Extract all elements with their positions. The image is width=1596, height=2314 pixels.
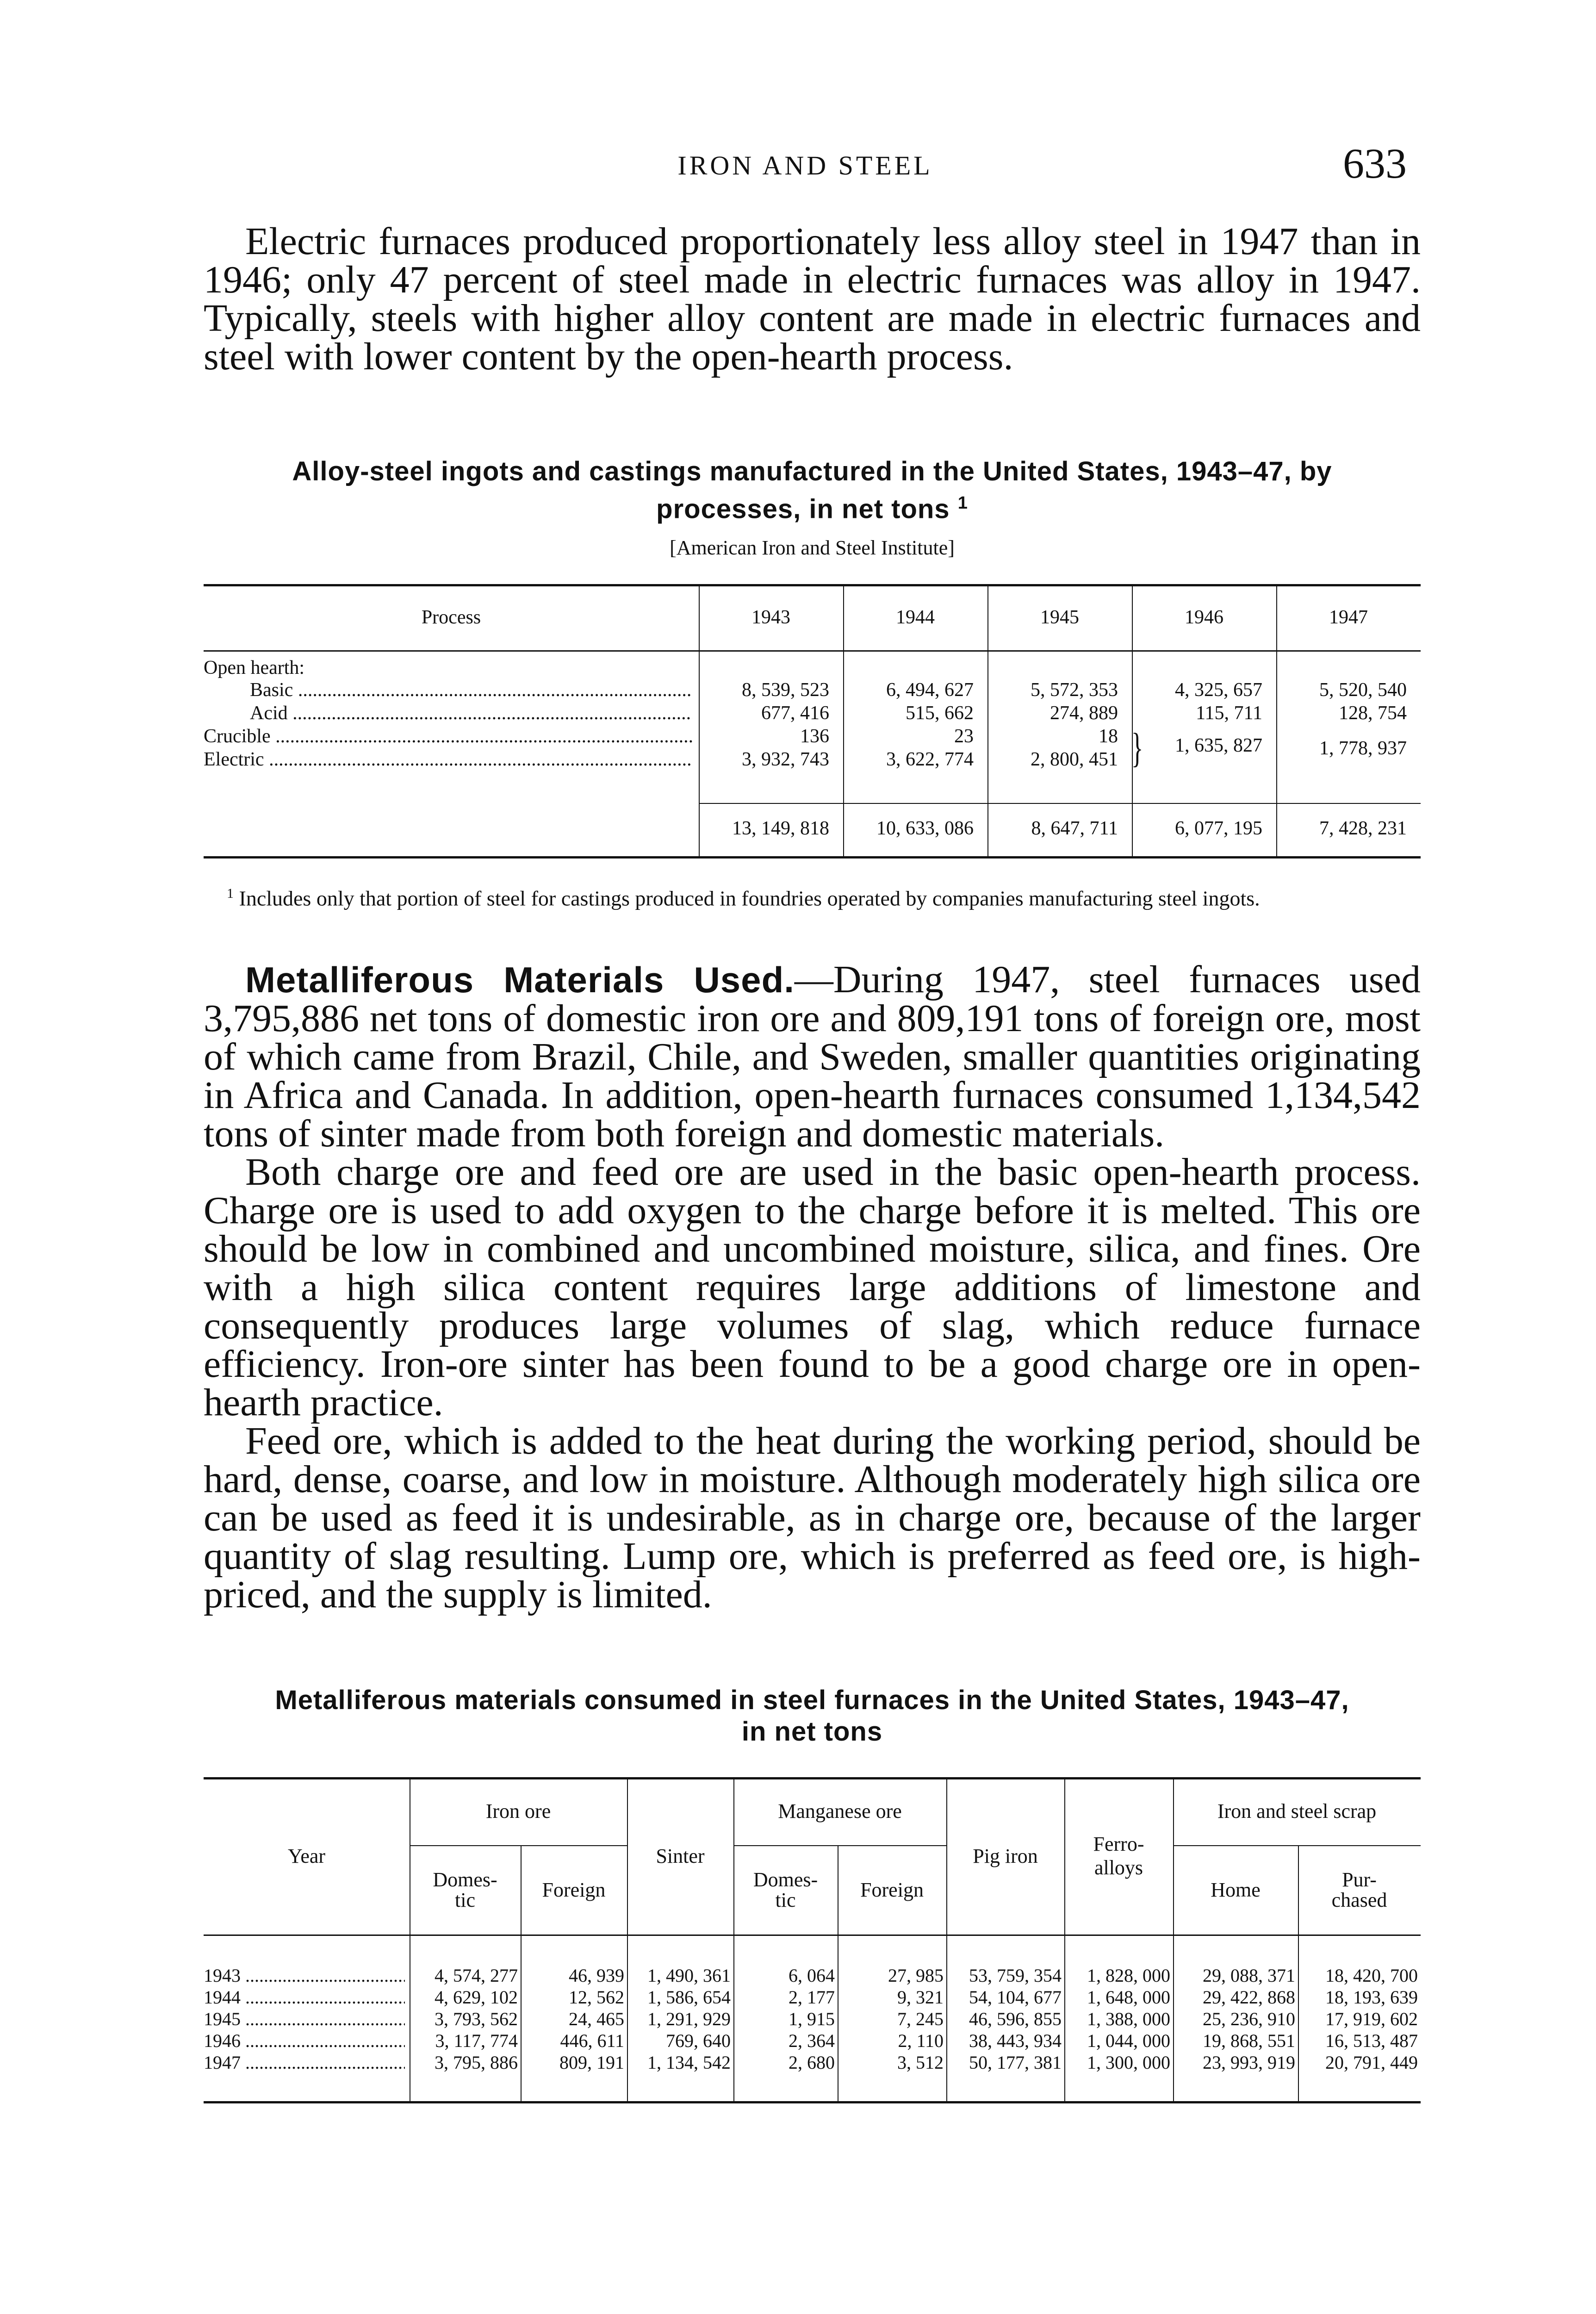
row-label-crucible: Crucible ..... [204,725,692,747]
table1-title-footnote-mark: 1 [957,493,968,513]
table2-cell: 18, 420, 700 [1325,1965,1418,1986]
table2-cell: 38, 443, 934 [969,2030,1062,2051]
table2-cell: 7, 245 [897,2009,944,2029]
table2-cell: 6, 064 [789,1965,835,1986]
table1-row-label [204,679,699,702]
table1-total: 8, 647, 711 [1031,817,1118,839]
table1-cell: 3, 932, 743 [742,749,829,770]
table2-cell: 1, 134, 542 [647,2052,731,2073]
table2-header-year: Year [287,1844,326,1867]
table1-cell: 4, 325, 657 [1175,679,1262,701]
combined-1946-value: 1, 635, 827 [1175,735,1262,756]
table-row [204,725,1421,748]
table2-header-iron-foreign: Foreign [542,1879,606,1901]
table1-title-line1: Alloy-steel ingots and castings manufactured in the United States, 1943–47, by [292,456,1332,486]
table-row [204,2008,1421,2030]
table1-cell: 515, 662 [906,703,974,724]
table1-totals-row [204,802,1421,855]
table1-header-year: 1943 [751,606,790,628]
intro-paragraph: Electric furnaces produced proportionately less alloy steel in 1947 than in 1946; only 47 percent of steel made in electric furnaces was alloy in 1947. Typically, steels with higher alloy content are made in electric furnaces and steel with lower content by the open-hearth process. [204,220,1421,378]
alloy-steel-table [204,584,1421,855]
table1-row-label [204,702,699,725]
table2-cell: 50, 177, 381 [969,2052,1062,2073]
table2-cell: 1, 388, 000 [1087,2009,1171,2029]
table1-source: [American Iron and Steel Institute] [670,536,955,559]
table1-total: 13, 149, 818 [732,817,829,839]
table1-totals-label [204,802,699,855]
table1-cell: 5, 572, 353 [1031,679,1118,701]
table1-cell: 18 [1099,726,1118,747]
brace: } [1131,725,1143,771]
table2-header-mn-foreign: Foreign [860,1879,924,1901]
intro-text [204,222,1421,376]
table1-cell-empty [1132,650,1276,679]
table2-cell: 46, 596, 855 [969,2009,1062,2029]
table2-cell: 54, 104, 677 [969,1987,1062,2008]
row-year-1945: 1945 ..... [204,2008,405,2030]
table1-cell: 5, 520, 540 [1319,679,1407,701]
table-row [204,650,1421,679]
table1-header-year: 1947 [1329,606,1368,628]
running-head [204,139,1407,190]
table1-cell: 6, 494, 627 [886,679,974,701]
table2-cell: 24, 465 [569,2009,624,2029]
section-paragraph-2: Both charge ore and feed ore are used in the basic open-hearth process. Charge ore is used to add oxygen to the charge before it is melted. This ore should be low in combined and uncombined moisture, silica, and fines. Ore with a high silica content requires large additions of limestone and consequently produces large volumes of slag, which reduce furnace efficiency. Iron-ore sinter has been found to be a good charge ore in open-hearth practice. [204,1151,1421,1424]
table-row-spacer [204,1935,1421,1965]
row-year-1947: 1947 ..... [204,2052,405,2073]
table1-row-label [204,725,699,748]
table2-cell: 46, 939 [569,1965,624,1986]
table1-cell-combined-1946 [1132,725,1276,771]
row-label-electric: Electric ..... [204,748,692,771]
table2-title [204,1685,1421,1748]
table2-year-cell [204,2052,410,2073]
table1-cell: 136 [800,726,829,747]
table-row [204,2030,1421,2052]
table2-header-sinter: Sinter [656,1844,705,1867]
table-row [204,1986,1421,2008]
row-year-1946: 1946 ..... [204,2030,405,2052]
footnote-mark: 1 [227,886,234,901]
table2-cell: 2, 680 [789,2052,835,2073]
table2-cell: 1, 648, 000 [1087,1987,1171,2008]
table2-cell: 2, 110 [898,2030,944,2051]
table1-title [204,456,1421,525]
metalliferous-materials-table [204,1777,1421,2073]
table2-cell: 23, 993, 919 [1203,2052,1296,2073]
table1-cell: 2, 800, 451 [1031,749,1118,770]
table1-header-year: 1946 [1185,606,1223,628]
table1-cell: 677, 416 [761,703,829,724]
table2-cell: 2, 364 [789,2030,835,2051]
table2-cell: 1, 828, 000 [1087,1965,1171,1986]
table1-title-line2-text: processes, in net tons [656,494,950,524]
table2-cell: 4, 629, 102 [435,1987,518,2008]
table2-header-scrap: Iron and steel scrap [1217,1800,1377,1823]
table2-cell: 1, 044, 000 [1087,2030,1171,2051]
table1-bottom-rule [204,856,1421,858]
table1-header-row [204,584,1421,650]
footnote-text: Includes only that portion of steel for castings produced in foundries operated by companies manufacturing steel ingots. [239,886,1260,910]
table2-cell: 27, 985 [888,1965,944,1986]
table1-row-label [204,748,699,771]
row-year-1943: 1943 ..... [204,1965,405,1986]
table2-cell: 17, 919, 602 [1325,2009,1418,2029]
running-title: IRON AND STEEL [677,150,933,180]
table2-cell: 2, 177 [789,1987,835,2008]
section-paragraph-3: Feed ore, which is added to the heat during the working period, should be hard, dense, coarse, and low in moisture. Although moderately high silica ore can be used as feed it is undesirable, as in charge ore, because of the larger quantity of slag resulting. Lump ore, which is preferred as feed ore, is high-priced, and the supply is limited. [204,1419,1421,1616]
table2-cell: 25, 236, 910 [1203,2009,1296,2029]
table1-total: 10, 633, 086 [876,817,974,839]
table2-header-mn-domestic: Domes-tic [753,1868,818,1911]
table2-cell: 12, 562 [569,1987,624,2008]
table2-cell: 1, 300, 000 [1087,2052,1171,2073]
table2-year-cell [204,2008,410,2030]
spacer-cell [204,1935,1421,1965]
section-text [204,960,1421,1614]
table2-header-iron-ore: Iron ore [485,1800,551,1823]
row-year-1944: 1944 ..... [204,1986,405,2008]
table2-cell: 1, 586, 654 [647,1987,731,2008]
table1-total: 6, 077, 195 [1175,817,1262,839]
table2-header-scrap-home: Home [1211,1879,1261,1901]
table2-cell: 20, 791, 449 [1325,2052,1418,2073]
row-label-basic: Basic ..... [250,679,692,701]
row-label-acid: Acid ..... [250,702,692,724]
table2-cell: 446, 611 [560,2030,624,2051]
table2-header-row-1 [204,1777,1421,1845]
table1-header-process: Process [421,606,481,628]
table2-year-cell [204,2030,410,2052]
table2-cell: 3, 117, 774 [435,2030,518,2051]
table2-cell: 1, 291, 929 [647,2009,731,2029]
table2-header-iron-domestic: Domes-tic [433,1868,497,1911]
table1-header-year: 1944 [896,606,935,628]
table1-cell: 23 [954,726,974,747]
table1-cell: 8, 539, 523 [742,679,829,701]
table2-cell: 29, 088, 371 [1203,1965,1296,1986]
table1-footnote [204,882,1421,910]
table2-cell: 3, 795, 886 [435,2052,518,2073]
table2-cell: 809, 191 [559,2052,624,2073]
table1-cell-empty [843,650,987,679]
table1-total: 7, 428, 231 [1319,817,1407,839]
table-row [204,1965,1421,1986]
table-row-spacer [204,771,1421,802]
table2-bottom-rule [204,2101,1421,2103]
table2-cell: 19, 868, 551 [1203,2030,1296,2051]
table2-cell: 29, 422, 868 [1203,1987,1296,2008]
table1-cell: 3, 622, 774 [886,749,974,770]
table2-cell: 16, 513, 487 [1325,2030,1418,2051]
table1-cell: 274, 889 [1050,703,1118,724]
table-row [204,2052,1421,2073]
table2-cell: 18, 193, 639 [1325,1987,1418,2008]
table2-cell: 1, 490, 361 [647,1965,731,1986]
table1-title-line2 [204,487,1421,525]
section-heading: Metalliferous Materials Used. [245,959,795,1000]
table2-cell: 1, 915 [789,2009,835,2029]
table1-group-label: Open hearth: [204,657,305,678]
table2-title-line2: in net tons [741,1717,883,1747]
table-row [204,702,1421,725]
table2-header-scrap-purchased: Pur-chased [1331,1868,1387,1911]
page-number: 633 [1343,140,1407,187]
table2-title-line1: Metalliferous materials consumed in steel furnaces in the United States, 1943–47, [275,1685,1349,1715]
table2-cell: 3, 793, 562 [435,2009,518,2029]
table1-cell-empty [987,650,1132,679]
table2-header-pig-iron: Pig iron [973,1844,1038,1867]
table2-year-cell [204,1965,410,1986]
section-paragraph-1 [204,960,1421,1153]
table1-cell-empty [1276,650,1421,679]
table1-header-year: 1945 [1040,606,1079,628]
table2-year-cell [204,1986,410,2008]
table2-header-manganese-ore: Manganese ore [778,1800,902,1823]
table1-cell-empty [699,650,843,679]
table-row [204,679,1421,702]
table1-cell-combined-1947: 1, 778, 937 [1319,738,1407,759]
table2-cell: 9, 321 [897,1987,944,2008]
section-paragraph-1-text: —During 1947, steel furnaces used 3,795,886 net tons of domestic iron ore and 809,191 tons of foreign ore, most of which came from Brazil, Chile, and Sweden, smaller quantities originating in Africa and Canada. In addition, open-hearth furnaces consumed 1,134,542 tons of sinter made from both foreign and domestic materials. [204,958,1421,1155]
table1-cell: 115, 711 [1196,703,1262,724]
table2-header-ferro-alloys: Ferro-alloys [1093,1833,1144,1879]
spacer-cell [204,771,1421,802]
table2-cell: 3, 512 [897,2052,944,2073]
table2-cell: 53, 759, 354 [969,1965,1062,1986]
table1-cell: 128, 754 [1339,703,1407,724]
table2-cell: 4, 574, 277 [435,1965,518,1986]
table2-cell: 769, 640 [666,2030,731,2051]
